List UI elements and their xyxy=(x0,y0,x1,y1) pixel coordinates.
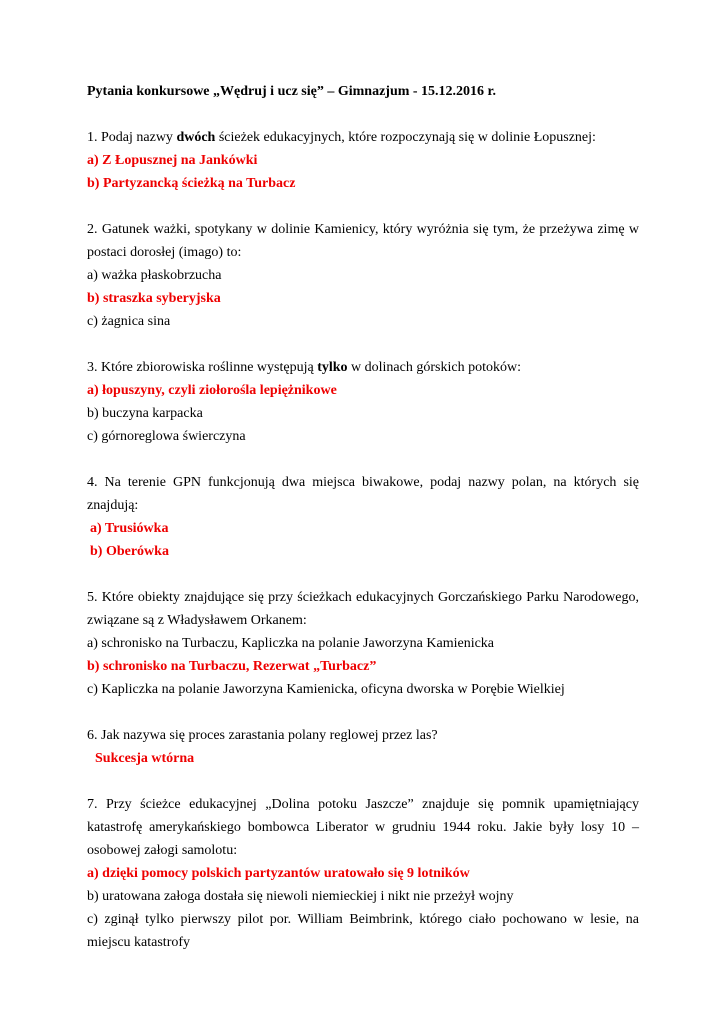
question-2 xyxy=(87,218,639,333)
question-7-stem: 7. Przy ścieżce edukacyjnej „Dolina potoku Jaszcze” znajduje się pomnik upamiętniający katastrofę amerykańskiego bombowca Liberator w grudniu 1944 roku. Jakie były losy 10 – osobowej załogi samolotu: xyxy=(87,797,639,858)
question-1 xyxy=(87,126,639,195)
question-2-option-c: c) żagnica sina xyxy=(87,314,171,329)
question-3 xyxy=(87,356,639,448)
document-title: Pytania konkursowe „Wędruj i ucz się” – Gimnazjum - 15.12.2016 r. xyxy=(87,84,496,99)
question-5 xyxy=(87,586,639,701)
question-3-stem: 3. Które zbiorowiska roślinne występują tylko w dolinach górskich potoków: xyxy=(87,360,521,375)
question-3-option-c: c) górnoreglowa świerczyna xyxy=(87,429,246,444)
document-page xyxy=(87,80,639,954)
question-5-option-a: a) schronisko na Turbaczu, Kapliczka na polanie Jaworzyna Kamienicka xyxy=(87,636,495,651)
question-4-stem: 4. Na terenie GPN funkcjonują dwa miejsca biwakowe, podaj nazwy polan, na których się znajdują: xyxy=(87,475,639,513)
question-6-answer: Sukcesja wtórna xyxy=(95,751,195,766)
question-4 xyxy=(87,471,639,563)
question-3-option-b: b) buczyna karpacka xyxy=(87,406,203,421)
question-4-answer-a: a) Trusiówka xyxy=(90,521,169,536)
question-5-answer-b: b) schronisko na Turbaczu, Rezerwat „Turbacz” xyxy=(87,659,377,674)
question-2-stem: 2. Gatunek ważki, spotykany w dolinie Kamienicy, który wyróżnia się tym, że przeżywa zimę w postaci dorosłej (imago) to: xyxy=(87,222,639,260)
emphasis-dwoch: dwóch xyxy=(176,130,216,145)
question-6-stem: 6. Jak nazywa się proces zarastania polany reglowej przez las? xyxy=(87,728,438,743)
question-7-answer-a: a) dzięki pomocy polskich partyzantów uratowało się 9 lotników xyxy=(87,866,470,881)
question-4-answer-b: b) Oberówka xyxy=(90,544,169,559)
question-2-option-a: a) ważka płaskobrzucha xyxy=(87,268,222,283)
question-6 xyxy=(87,724,639,770)
question-5-option-c: c) Kapliczka na polanie Jaworzyna Kamienicka, oficyna dworska w Porębie Wielkiej xyxy=(87,682,565,697)
question-5-stem: 5. Które obiekty znajdujące się przy ścieżkach edukacyjnych Gorczańskiego Parku Narodowego, związane są z Władysławem Orkanem: xyxy=(87,590,639,628)
question-7-option-c: c) zginął tylko pierwszy pilot por. William Beimbrink, którego ciało pochowano w lesie, na miejscu katastrofy xyxy=(87,912,639,950)
question-7 xyxy=(87,793,639,954)
question-1-stem: 1. Podaj nazwy dwóch ścieżek edukacyjnych, które rozpoczynają się w dolinie Łopusznej: xyxy=(87,130,596,145)
question-1-answer-a: a) Z Łopusznej na Jankówki xyxy=(87,153,258,168)
emphasis-tylko: tylko xyxy=(317,360,348,375)
question-3-answer-a: a) łopuszyny, czyli ziołorośla lepiężnikowe xyxy=(87,383,337,398)
question-7-option-b: b) uratowana załoga dostała się niewoli niemieckiej i nikt nie przeżył wojny xyxy=(87,889,514,904)
question-1-answer-b: b) Partyzancką ścieżką na Turbacz xyxy=(87,176,296,191)
question-2-answer-b: b) straszka syberyjska xyxy=(87,291,221,306)
